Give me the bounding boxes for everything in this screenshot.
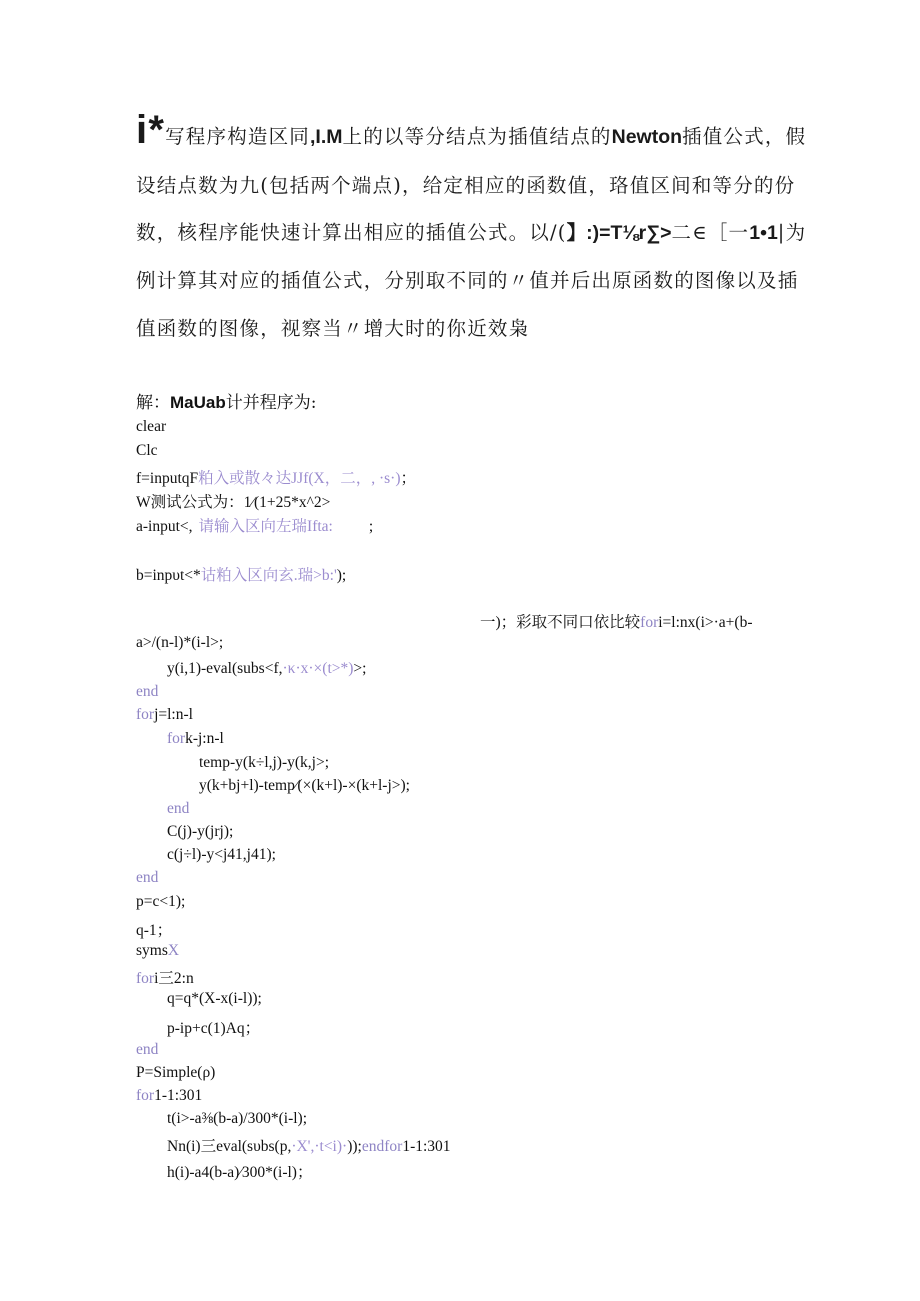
code-line: for1-1:301 — [136, 1087, 203, 1104]
code-line: c(j÷l)-y<j41,j41); — [167, 846, 276, 863]
code-line: temp-y(k÷l,j)-y(k,j>; — [199, 754, 330, 771]
problem-line-3: 数，核程序能快速计算出相应的插值公式。以/(】:)=T⅛r∑>二∈［一1•1|为 — [136, 221, 807, 244]
code-line: b=inpυt<*诂粕入区向玄.瑞>b:'); — [136, 567, 347, 584]
code-line: symsX — [136, 942, 180, 959]
problem-line-2: 设结点数为九(包括两个端点)，给定相应的函数值，珞值区间和等分的份 — [136, 174, 796, 197]
code-line: a>/(n-l)*(i-l>; — [136, 634, 224, 651]
code-line: end — [136, 869, 159, 886]
problem-line-5: 值函数的图像，视察当〃增大时的你近效枭 — [136, 317, 530, 340]
code-line: p-ip+c(1)Aq； — [167, 1020, 261, 1037]
code-line: p=c<1); — [136, 893, 186, 910]
code-line: q=q*(X-x(i-l)); — [167, 990, 262, 1007]
code-line: q-1； — [136, 922, 173, 939]
problem-lead-mark: i* — [136, 108, 166, 152]
code-line: fori三2:n — [136, 970, 194, 987]
code-line: end — [136, 1041, 159, 1058]
code-line: end — [136, 683, 159, 700]
code-line: y(i,1)-eval(subs<f,·κ·x·×(t>*)>; — [167, 660, 367, 677]
code-line: f=inputqF粕入或散々达JJf(X，二，, ·s·)； — [136, 470, 417, 487]
code-line: C(j)-y(jrj); — [167, 823, 234, 840]
code-line: W测试公式为：1∕(1+25*x^2> — [136, 494, 331, 511]
code-line: fork-j:n-l — [167, 730, 224, 747]
problem-line-1: i*写程序构造区同,I.M上的以等分结点为插值结点的Newton插值公式，假 — [136, 108, 807, 152]
code-line: a-input<, 请输入区向左瑞Ifta: ; — [136, 518, 374, 535]
code-line: Clc — [136, 442, 158, 459]
code-line: 一)；彩取不同口依比较fori=l:nx(i>·a+(b- — [480, 614, 753, 631]
code-line: h(i)-a4(b-a)∕300*(i-l)； — [167, 1164, 313, 1181]
solution-heading: 解：MaUab计并程序为: — [136, 393, 317, 413]
code-line: forj=l:n-l — [136, 706, 193, 723]
code-line: end — [167, 800, 190, 817]
problem-line-4: 例计算其对应的插值公式，分别取不同的〃值并后出原函数的图像以及插 — [136, 269, 799, 292]
code-line: y(k+bj+l)-temp∕(×(k+l)-×(k+l-j>); — [199, 777, 410, 794]
code-line: Nn(i)三eval(sυbs(p,·X',·t<i)·));endfor1-1:301 — [167, 1138, 451, 1155]
code-line: P=Simple(ρ) — [136, 1064, 216, 1081]
code-line: clear — [136, 418, 167, 435]
code-line: t(i>-a⅜(b-a)/300*(i-l); — [167, 1110, 308, 1127]
